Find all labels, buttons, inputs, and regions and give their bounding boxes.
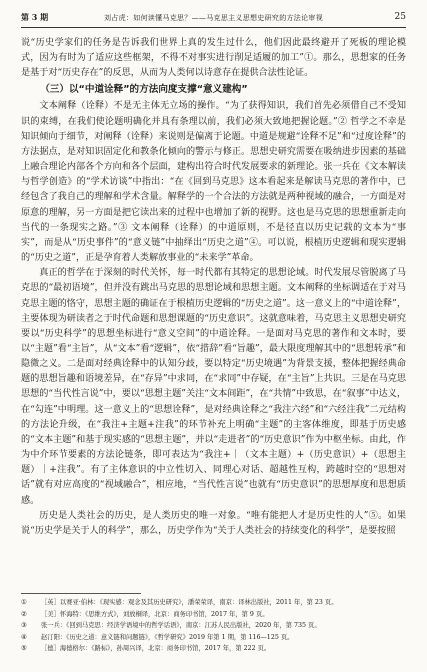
footnotes	[21, 597, 406, 655]
paragraph-4: 历史是人类社会的历史，是人类历史的唯一对象。“唯有能把人才是历史性的人”⑤。如果说“历史学是关于人的科学”，那么，历史学作为“关于人类社会的持续变化的科学”，是要按照	[21, 510, 406, 536]
section-heading: （三）以“中道诠释”的方法向度支撑“意义建构”	[40, 84, 248, 96]
article-body	[21, 36, 406, 539]
page-header	[21, 12, 406, 28]
footnote: ① ［英］以赛亚·伯林：《现实感：观念及其历史研究》，潘荣荣译，南京：译林出版社，2011 年，第 23 页。	[21, 599, 338, 606]
page-number: 25	[394, 12, 406, 22]
header-rule	[21, 27, 406, 28]
paragraph-3: 真正的哲学在于深刻的时代关怀，每一时代都有其特定的思想论域。时代发展尽管脱离了马克思的“最初语境”，但并没有跳出马克思的思想论域和思想主题。文本阐释的坐标调适在于对马克思主题的恪守，思想主题的确证在于根植历史逻辑的“历史之道”。这一意义上的“中道诠释”，主要体现为研读者之于时代命题和思想课题的“历史意识”。这就意味着，马克思主义思想史研究要以“历史科学”的思想坐标进行“意义空间”的中道诠释。一是面对马克思的著作和文本时，要以“主题”看“主旨”，从“文本”看“逻辑”，依“措辞”看“旨趣”，最大限度理解其中的“思想转承”和隐微之义。二是面对经典诠释中的认知分歧，要以特定“历史境遇”为背景支援，整体把握经典命题的思想旨趣和语境差异，在“存异”中求同，在“求同”中存疑，在“主旨”上共识。三是在马克思思想的“当代性言说”中，要以“思想主题”关注“文本间距”，在“共情”中致思，在“叙事”中达义，在“勾连”中明理。这一意义上的“思想诠释”，是对经典诠释之“我注六经”和“六经注我”二元结构的方法论升级，在“我注+主题+注我”的环节补充上明确“主题”的主客体维度，即基于历史感的“文本主题”和基于现实感的“思想主题”，并以“走进者”的“历史意识”作为中枢坐标。由此，作为中介环节要素的方法论链条，即可表达为“我注+｜（文本主题）+（历史意识）+（思想主题）｜+注我”。有了主体意识的中立性切入、同理心对话、超越性互构，跨越时空的“思想对话”就有对应高度的“视域融合”，相应地，“当代性言说”也就有“历史意识”的思想厚度和思想质感。	[21, 268, 406, 506]
footnote-rule	[21, 593, 141, 594]
running-title: 刘占虎：如何读懂马克思？——马克思主义思想史研究的方法论审视	[104, 14, 323, 22]
paragraph-2: 文本阐释（诠释）不是无主体无立场的操作。“为了获得知识，我们首先必须借自己不受知识的束缚，在我们使论题明确化并具有条理以前，我们必须大致地把握论题。”② 哲学之不幸是知识倾向于细节，对阐释（诠释）来说则是偏离于论题。中道是规避“诠释不足”和“过度诠释”的方法据点，是对知识固定化和教条化倾向的警示与修正。思想史研究需要在吸纳进步因素的基础上融合理论内部各个方向和各个层面，建构出符合时代发展要求的新理论。张一兵在《文本解读与哲学创造》的“学术访谈”中指出：“在《回到马克思》这本看起来是解读马克思的著作中，已经包含了我自己的理解和学术含量。解释学的一个合法的方法就是两种视域的融合，一方面是对原意的理解，另一方面是把它读出来的过程中也增加了新的视野。这也是马克思的思想重新走向当代的一条现实之路。”③ 文本阐释（诠释）的中道原则，不是径直以历史记载的文本为“事实”，而是从“历史事件”的“意义链”中抽绎出“历史之道”④。可以说，根植历史逻辑和现实逻辑的“历史之道”，正是孕育着人类解放事业的“未来学”革命。	[21, 101, 406, 264]
paragraph-1: 说“历史学家们的任务是告诉我们世界上真的发生过什么，他们因此最终避开了死板的理论模式，因为有时为了适应这些框架，不得不对事实进行削足适履的加工”①。那么，思想家的任务是基于对“历史存在”的反思，从而为人类何以诗意存在提供合法性论证。	[21, 38, 406, 79]
footnote: ② ［美］怀海特：《思维方式》，刘放桐译，北京：商务印书馆，2017 年，第 9 页。	[21, 610, 269, 618]
issue-number: 第 3 期	[21, 12, 49, 22]
footnote: ③ 张一兵：《回到马克思：经济学语境中的哲学话语》，南京：江苏人民出版社，2020 年，第 735 页。	[21, 622, 321, 630]
footnote: ⑤ ［德］海德格尔：《路标》，孙周兴译，北京：商务印书馆，2017 年，第 222 页。	[21, 645, 271, 653]
footnote: ④ 赵汀阳：《历史之道：意义链和问题链》，《哲学研究》2019 年第 1 期，第 116—125 页。	[21, 633, 294, 641]
